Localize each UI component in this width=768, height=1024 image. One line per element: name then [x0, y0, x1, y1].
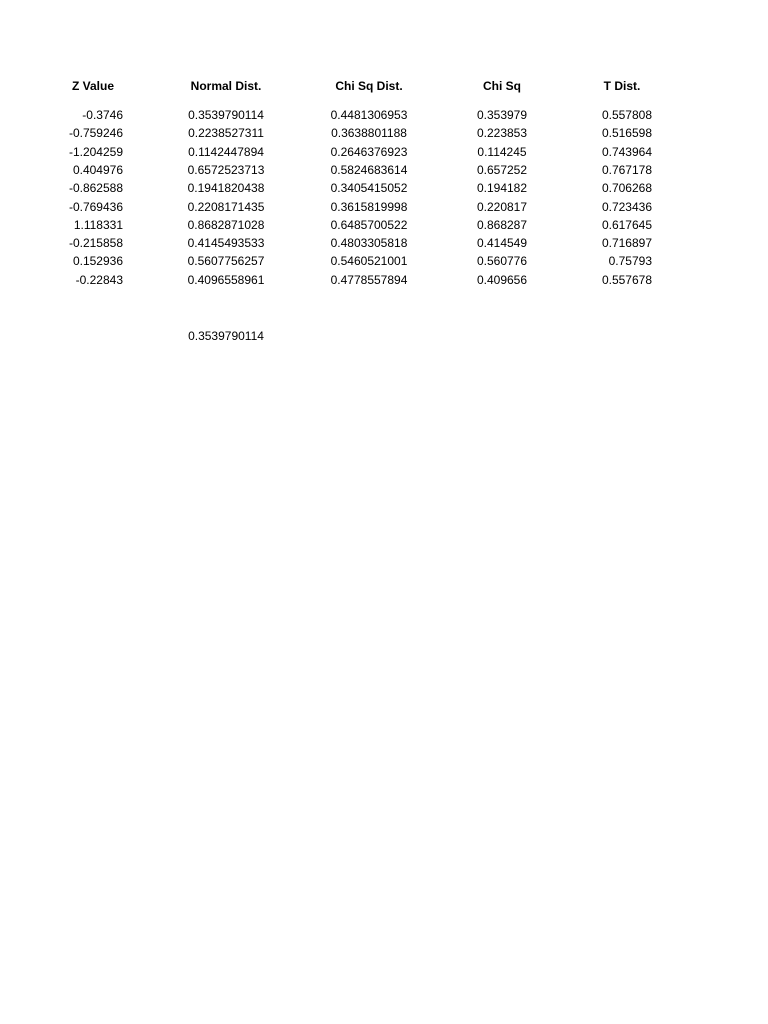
t-dist-cell: 0.716897 [601, 236, 652, 251]
z-value-cell: 0.152936 [72, 254, 123, 269]
header-z-value: Z Value [71, 79, 115, 93]
chi-sq-dist-cell: 0.3405415052 [330, 181, 408, 196]
normal-dist-extra-value: 0.3539790114 [188, 329, 264, 343]
z-value-cell: 0.404976 [72, 162, 123, 177]
t-dist-cell: 0.743964 [601, 144, 652, 159]
chi-sq-dist-cell: 0.6485700522 [330, 217, 408, 232]
t-dist-cell: 0.617645 [601, 217, 652, 232]
chi-sq-dist-cell: 0.4803305818 [330, 236, 408, 251]
chi-sq-cell: 0.223853 [476, 126, 528, 141]
chi-sq-dist-cell: 0.4481306953 [330, 108, 408, 122]
z-value-cell: -1.204259 [68, 144, 123, 159]
t-dist-cell: 0.723436 [601, 199, 652, 214]
chi-sq-cell: 0.409656 [476, 272, 528, 287]
chi-sq-dist-cell: 0.5460521001 [330, 254, 408, 269]
t-dist-cell: 0.557808 [601, 108, 652, 122]
normal-dist-cell: 0.2208171435 [187, 199, 265, 214]
chi-sq-cell: 0.194182 [476, 181, 528, 196]
normal-dist-cell: 0.4145493533 [187, 236, 265, 251]
normal-dist-cell: 0.1941820438 [187, 181, 265, 196]
normal-dist-cell: 0.6572523713 [187, 162, 265, 177]
header-chi-sq: Chi Sq [483, 79, 521, 93]
chi-sq-dist-cell: 0.5824683614 [330, 162, 408, 177]
z-value-cell: -0.759246 [68, 126, 123, 141]
header-chi-sq-dist: Chi Sq Dist. [335, 79, 403, 93]
chi-sq-cell: 0.868287 [476, 217, 528, 232]
chi-sq-dist-cell: 0.3615819998 [330, 199, 408, 214]
header-t-dist: T Dist. [603, 79, 641, 93]
z-value-cell: -0.862588 [68, 181, 123, 196]
z-value-cell: 1.118331 [73, 217, 123, 232]
z-value-cell: -0.769436 [68, 199, 123, 214]
chi-sq-cell: 0.353979 [476, 108, 528, 122]
chi-sq-dist-cell: 0.2646376923 [330, 144, 408, 159]
t-dist-cell: 0.516598 [601, 126, 652, 141]
t-dist-cell: 0.706268 [601, 181, 652, 196]
z-value-cell: -0.215858 [68, 236, 123, 251]
normal-dist-cell: 0.1142447894 [188, 144, 264, 159]
z-value-cell: -0.3746 [82, 108, 123, 122]
chi-sq-dist-cell: 0.3638801188 [331, 126, 407, 141]
chi-sq-cell: 0.657252 [476, 162, 528, 177]
chi-sq-cell: 0.220817 [476, 199, 528, 214]
chi-sq-dist-cell: 0.4778557894 [330, 272, 408, 287]
t-dist-cell: 0.75793 [608, 254, 652, 269]
normal-dist-cell: 0.2238527311 [188, 126, 264, 141]
header-normal-dist: Normal Dist. [190, 79, 262, 93]
chi-sq-cell: 0.414549 [476, 236, 528, 251]
t-dist-cell: 0.767178 [601, 162, 652, 177]
t-dist-cell: 0.557678 [601, 272, 652, 287]
normal-dist-cell: 0.3539790114 [188, 108, 264, 122]
chi-sq-cell: 0.560776 [476, 254, 528, 269]
normal-dist-cell: 0.4096558961 [187, 272, 265, 287]
z-value-cell: -0.22843 [75, 272, 123, 287]
normal-dist-cell: 0.5607756257 [187, 254, 265, 269]
chi-sq-cell: 0.114245 [477, 144, 527, 159]
normal-dist-cell: 0.8682871028 [187, 217, 265, 232]
